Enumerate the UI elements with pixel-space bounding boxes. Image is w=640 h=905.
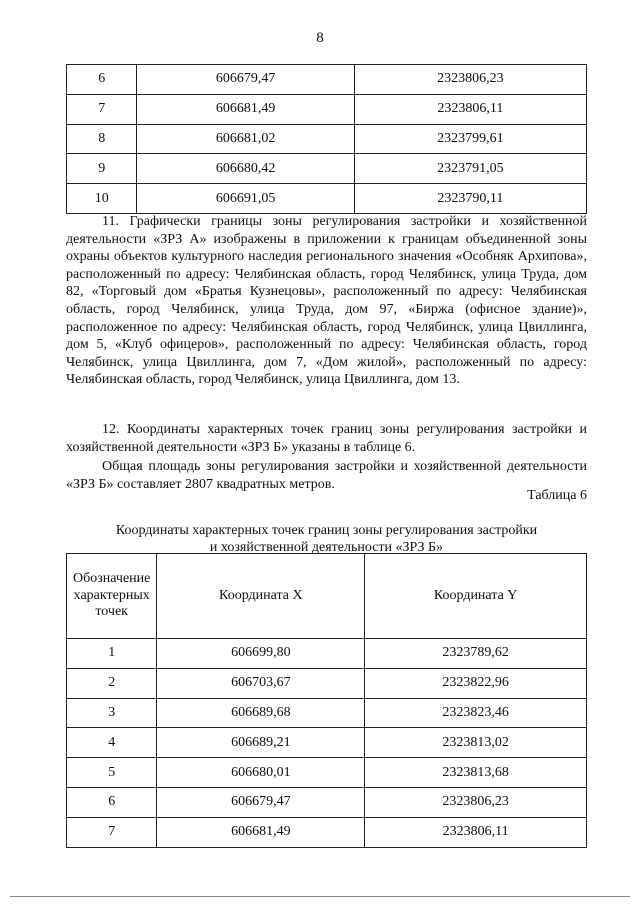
header-point-designation: Обозначение характерных точек (67, 554, 157, 639)
point-number: 7 (67, 817, 157, 847)
paragraph-12: 12. Координаты характерных точек границ зоны регулирования застройки и хозяйственной деятельности «ЗРЗ Б» указаны в таблице 6. (66, 422, 587, 455)
coordinate-x: 606681,49 (157, 817, 365, 847)
coordinate-y: 2323823,46 (365, 698, 587, 728)
table-row (67, 758, 587, 788)
point-number: 8 (67, 124, 137, 154)
point-number: 7 (67, 94, 137, 124)
table-row (67, 94, 587, 124)
table-row (67, 154, 587, 184)
coordinate-y: 2323791,05 (354, 154, 586, 184)
coordinate-y: 2323806,23 (365, 787, 587, 817)
table-row (67, 668, 587, 698)
coordinate-x: 606689,21 (157, 728, 365, 758)
coordinate-x: 606681,02 (137, 124, 354, 154)
coordinate-y: 2323799,61 (354, 124, 586, 154)
table-row (67, 65, 587, 95)
coordinates-table-zrz-b (66, 553, 587, 848)
coordinate-x: 606679,47 (157, 787, 365, 817)
table-row (67, 639, 587, 669)
paragraph-total-area: Общая площадь зоны регулирования застройки и хозяйственной деятельности «ЗРЗ Б» составляет 2807 квадратных метров. (66, 459, 587, 492)
coordinate-x: 606679,47 (137, 65, 354, 95)
coordinate-y: 2323822,96 (365, 668, 587, 698)
coordinate-x: 606691,05 (137, 184, 354, 214)
header-coordinate-x: Координата X (157, 554, 365, 639)
table-header-row (67, 554, 587, 639)
coordinate-x: 606689,68 (157, 698, 365, 728)
point-number: 2 (67, 668, 157, 698)
point-number: 3 (67, 698, 157, 728)
table-row (67, 698, 587, 728)
table-row (67, 184, 587, 214)
coordinate-y: 2323790,11 (354, 184, 586, 214)
point-number: 1 (67, 639, 157, 669)
table-row (67, 124, 587, 154)
point-number: 6 (67, 65, 137, 95)
coordinate-y: 2323806,11 (365, 817, 587, 847)
header-coordinate-y: Координата Y (365, 554, 587, 639)
coordinate-x: 606680,42 (137, 154, 354, 184)
table-label: Таблица 6 (527, 488, 587, 503)
table-caption-line-1: Координаты характерных точек границ зоны регулирования застройки (115, 523, 538, 538)
paragraph-11: 11. Графически границы зоны регулирования застройки и хозяйственной деятельности «ЗРЗ А» изображены в приложении к границам объединенной зоны охраны объектов культурного наследия регионального значения «Особняк Архипова», расположенный по адресу: Челябинская область, город Челябинск, улица Труда, дом 82, «Торговый дом «Братья Кузнецовы», расположенный по адресу: Челябинская область, город Челябинск, улица Труда, дом 97, «Биржа (офисное здание)», расположенное по адресу: Челябинская область, город Челябинск, улица Цвиллинга, дом 5, «Клуб офицеров», расположенный по адресу: Челябинская область, город Челябинск, улица Цвиллинга, дом 7, «Дом жилой», расположенный по адресу: Челябинская область, город Челябинск, улица Цвиллинга, дом 13. (66, 214, 587, 388)
point-number: 4 (67, 728, 157, 758)
coordinate-y: 2323806,23 (354, 65, 586, 95)
table-caption (66, 522, 587, 556)
coordinates-table-continued (66, 64, 587, 214)
coordinate-x: 606680,01 (157, 758, 365, 788)
coordinate-y: 2323813,68 (365, 758, 587, 788)
point-number: 10 (67, 184, 137, 214)
point-number: 6 (67, 787, 157, 817)
point-number: 5 (67, 758, 157, 788)
table-row (67, 728, 587, 758)
table-row (67, 817, 587, 847)
coordinate-y: 2323789,62 (365, 639, 587, 669)
coordinate-y: 2323806,11 (354, 94, 586, 124)
coordinate-x: 606703,67 (157, 668, 365, 698)
coordinate-x: 606699,80 (157, 639, 365, 669)
point-number: 9 (67, 154, 137, 184)
coordinate-x: 606681,49 (137, 94, 354, 124)
table-caption-line-2: и хозяйственной деятельности «ЗРЗ Б» (209, 540, 444, 555)
table-row (67, 787, 587, 817)
coordinate-y: 2323813,02 (365, 728, 587, 758)
page-bottom-divider (10, 896, 630, 897)
page-number: 8 (316, 30, 324, 46)
